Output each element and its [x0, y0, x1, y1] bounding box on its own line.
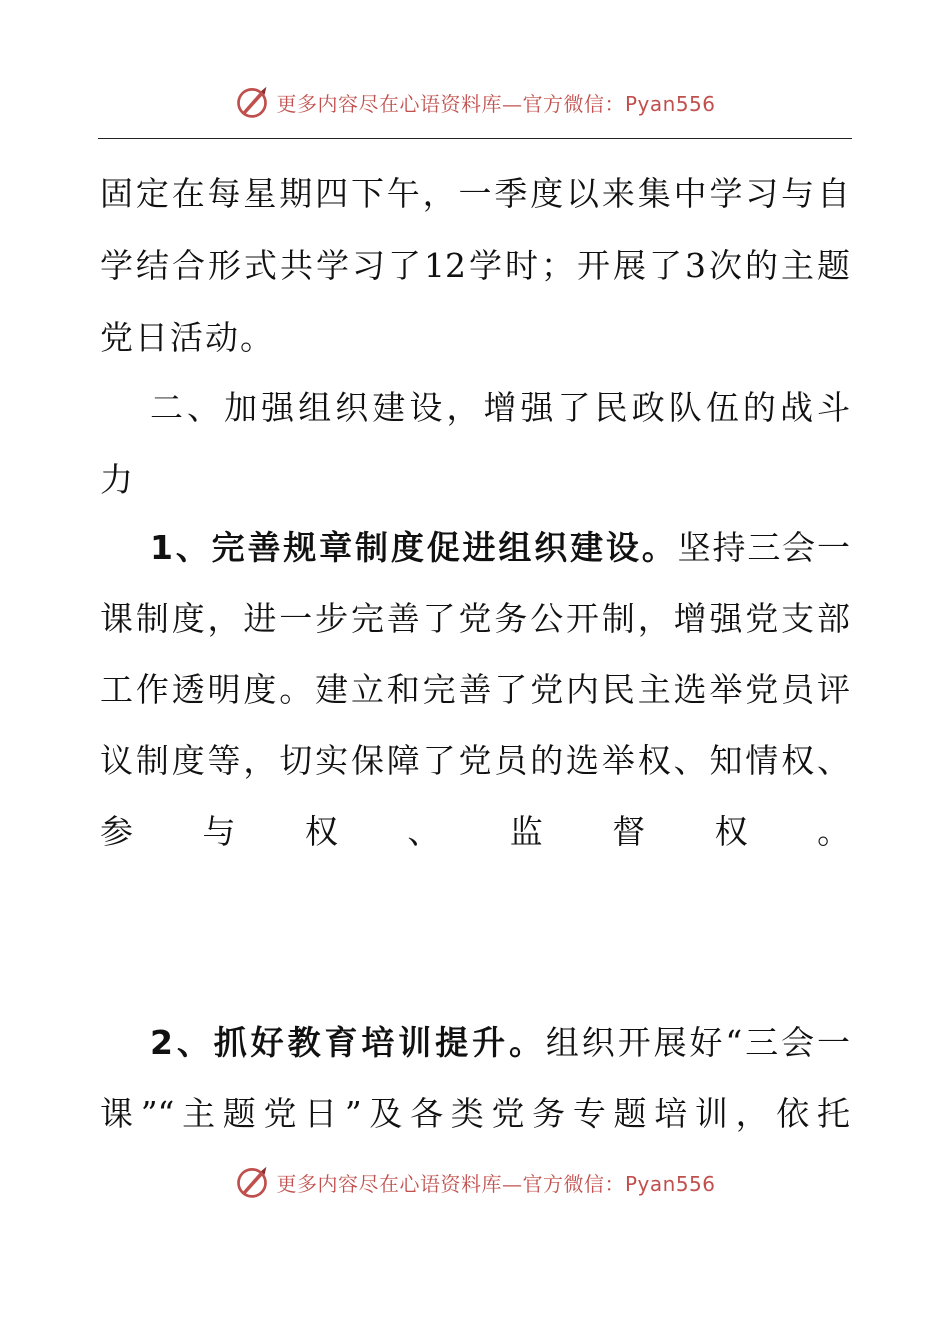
item-2-first-line — [100, 1021, 850, 1065]
item-1-first-line — [100, 526, 850, 570]
section-heading-line: 力 — [100, 460, 135, 499]
watermark-text: 更多内容尽在心语资料库—官方微信：Pyan556 — [276, 91, 716, 116]
paragraph-line: 议制度等，切实保障了党员的选举权、知情权、 — [100, 741, 850, 780]
item-1-lead: 1、完善规章制度促进组织建设。 — [150, 528, 678, 567]
item-2-lead: 2、抓好教育培训提升。 — [150, 1023, 546, 1062]
paragraph-line: 党日活动。 — [100, 318, 275, 357]
quill-logo-icon — [234, 84, 270, 120]
header-rule — [98, 138, 852, 139]
paragraph-line: 学结合形式共学习了12学时；开展了3次的主题 — [100, 246, 850, 285]
spread-char: 与 — [202, 812, 265, 851]
paragraph-line: 课制度，进一步完善了党务公开制，增强党支部 — [100, 599, 850, 638]
watermark-text: 更多内容尽在心语资料库—官方微信：Pyan556 — [276, 1171, 716, 1196]
spread-char: 参 — [100, 812, 163, 851]
paragraph-line: 工作透明度。建立和完善了党内民主选举党员评 — [100, 670, 850, 709]
paragraph-line: 课”“主题党日”及各类党务专题培训，依托 — [100, 1094, 850, 1133]
section-heading-line: 二、加强组织建设，增强了民政队伍的战斗 — [150, 388, 850, 427]
spread-char: 督 — [612, 812, 675, 851]
spread-char: 权 — [304, 812, 368, 851]
spread-paragraph-line — [100, 810, 850, 854]
spread-char: 监 — [509, 812, 573, 851]
header-watermark — [0, 80, 950, 124]
quill-logo-icon — [234, 1164, 270, 1200]
item-2-text: 组织开展好“三会一 — [545, 1023, 851, 1062]
paragraph-line: 固定在每星期四下午，一季度以来集中学习与自 — [100, 174, 850, 213]
footer-watermark — [0, 1160, 950, 1204]
item-1-text: 坚持三会一 — [677, 528, 850, 567]
spread-char: 权 — [714, 812, 778, 851]
spread-char: 。 — [817, 812, 851, 851]
spread-char: 、 — [407, 812, 470, 851]
